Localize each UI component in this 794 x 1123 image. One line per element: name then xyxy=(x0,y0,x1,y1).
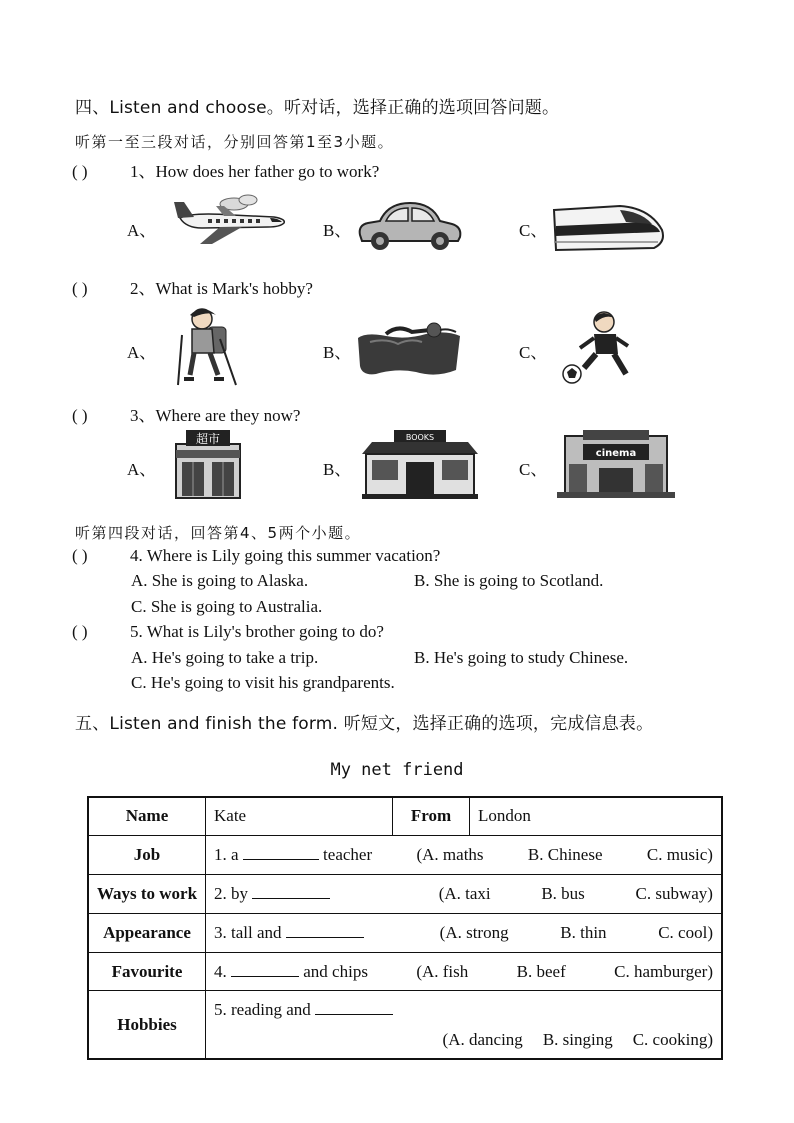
favourite-label: Favourite xyxy=(88,953,206,991)
hobbies-blank[interactable] xyxy=(315,1000,393,1015)
q3-option-c: C、 xyxy=(519,460,548,479)
cinema-icon xyxy=(555,428,677,500)
appearance-choice-a: (A. strong xyxy=(439,922,509,942)
hobbies-label: Hobbies xyxy=(88,991,206,1059)
question-5 xyxy=(72,622,384,642)
question-1 xyxy=(72,157,379,182)
favourite-prefix: 4. xyxy=(214,961,227,981)
appearance-cell xyxy=(206,913,723,952)
name-value: Kate xyxy=(206,797,393,835)
answer-bracket-1[interactable]: ( ) xyxy=(72,162,88,181)
q2-option-a: A、 xyxy=(127,343,157,362)
q1-option-a: A、 xyxy=(127,221,157,240)
answer-bracket-5[interactable]: ( ) xyxy=(72,622,88,641)
form-row-job xyxy=(88,835,722,874)
appearance-label: Appearance xyxy=(88,913,206,952)
favourite-cell xyxy=(206,953,723,991)
supermarket-icon xyxy=(172,428,244,500)
football-icon xyxy=(560,308,638,386)
airplane-icon xyxy=(172,190,290,250)
question-4-text: 4. Where is Lily going this summer vacation? xyxy=(130,546,441,565)
bookstore-sign: BOOKS xyxy=(405,433,435,442)
swimming-icon xyxy=(356,318,464,380)
section5-title: 五、Listen and finish the form. 听短文，选择正确的选项，完成信息表。 xyxy=(75,714,654,734)
favourite-choice-b: B. beef xyxy=(516,961,566,981)
question-3 xyxy=(72,401,300,426)
ways-blank[interactable] xyxy=(252,884,330,899)
section4-instruction-1: 听第一至三段对话，分别回答第1至3小题。 xyxy=(75,133,395,151)
hobbies-prefix: 5. reading and xyxy=(214,999,311,1019)
car-icon xyxy=(354,197,466,252)
form-row-ways xyxy=(88,874,722,913)
q4-choice-b: B. She is going to Scotland. xyxy=(414,571,604,590)
question-3-text: 3、Where are they now? xyxy=(130,406,301,425)
form-title: My net friend xyxy=(330,760,464,780)
q2-option-b: B、 xyxy=(323,343,352,362)
favourite-blank[interactable] xyxy=(231,962,299,977)
favourite-choice-a: (A. fish xyxy=(416,961,469,981)
q4-choice-a: A. She is going to Alaska. xyxy=(131,571,309,590)
q3-option-b: B、 xyxy=(323,460,352,479)
hobbies-choice-b: B. singing xyxy=(542,1029,613,1049)
question-4 xyxy=(72,546,440,566)
form-row-appearance xyxy=(88,913,722,952)
appearance-choice-c: C. cool) xyxy=(658,922,713,942)
ways-choice-a: (A. taxi xyxy=(438,883,491,903)
ways-choice-b: B. bus xyxy=(541,883,585,903)
form-row-hobbies xyxy=(88,991,722,1059)
form-row-name xyxy=(88,797,722,835)
job-choice-c: C. music) xyxy=(646,844,713,864)
job-prefix: 1. a xyxy=(214,844,239,864)
q1-option-c: C、 xyxy=(519,221,548,240)
job-label: Job xyxy=(88,835,206,874)
q5-choice-a: A. He's going to take a trip. xyxy=(131,648,319,667)
hobbies-choice-c: C. cooking) xyxy=(632,1029,713,1049)
job-choice-a: (A. maths xyxy=(416,844,484,864)
train-icon xyxy=(550,196,670,256)
job-blank[interactable] xyxy=(243,845,319,860)
ways-label: Ways to work xyxy=(88,874,206,913)
question-1-text: 1、How does her father go to work? xyxy=(130,162,380,181)
name-label: Name xyxy=(88,797,206,835)
supermarket-sign: 超市 xyxy=(195,432,221,446)
question-2-text: 2、What is Mark's hobby? xyxy=(130,279,313,298)
job-cell xyxy=(206,835,723,874)
appearance-blank[interactable] xyxy=(286,923,364,938)
section4-title: 四、Listen and choose。听对话，选择正确的选项回答问题。 xyxy=(75,98,560,118)
job-choice-b: B. Chinese xyxy=(527,844,603,864)
ways-cell xyxy=(206,874,723,913)
favourite-choice-c: C. hamburger) xyxy=(614,961,713,981)
question-2 xyxy=(72,274,313,299)
ways-prefix: 2. by xyxy=(214,883,248,903)
favourite-suffix: and chips xyxy=(303,961,368,981)
section4-instruction-2: 听第四段对话，回答第4、5两个小题。 xyxy=(75,524,362,542)
appearance-choice-b: B. thin xyxy=(560,922,607,942)
answer-bracket-4[interactable]: ( ) xyxy=(72,546,88,565)
q3-option-a: A、 xyxy=(127,460,157,479)
from-value: London xyxy=(470,797,723,835)
appearance-prefix: 3. tall and xyxy=(214,922,282,942)
hobbies-choice-a: (A. dancing xyxy=(442,1029,523,1049)
from-label: From xyxy=(393,797,470,835)
form-row-favourite xyxy=(88,953,722,991)
q5-choice-b: B. He's going to study Chinese. xyxy=(414,648,629,667)
hobbies-cell xyxy=(206,991,723,1059)
q2-option-c: C、 xyxy=(519,343,548,362)
q4-choice-c: C. She is going to Australia. xyxy=(131,597,323,616)
net-friend-form xyxy=(87,796,723,1060)
question-5-text: 5. What is Lily's brother going to do? xyxy=(130,622,384,641)
q5-choice-c: C. He's going to visit his grandparents. xyxy=(131,673,395,692)
bookstore-icon xyxy=(360,428,480,500)
cinema-sign: cinema xyxy=(595,448,637,459)
q1-option-b: B、 xyxy=(323,221,352,240)
answer-bracket-3[interactable]: ( ) xyxy=(72,406,88,425)
answer-bracket-2[interactable]: ( ) xyxy=(72,279,88,298)
ways-choice-c: C. subway) xyxy=(635,883,713,903)
job-suffix: teacher xyxy=(323,844,373,864)
hiking-icon xyxy=(172,305,240,387)
